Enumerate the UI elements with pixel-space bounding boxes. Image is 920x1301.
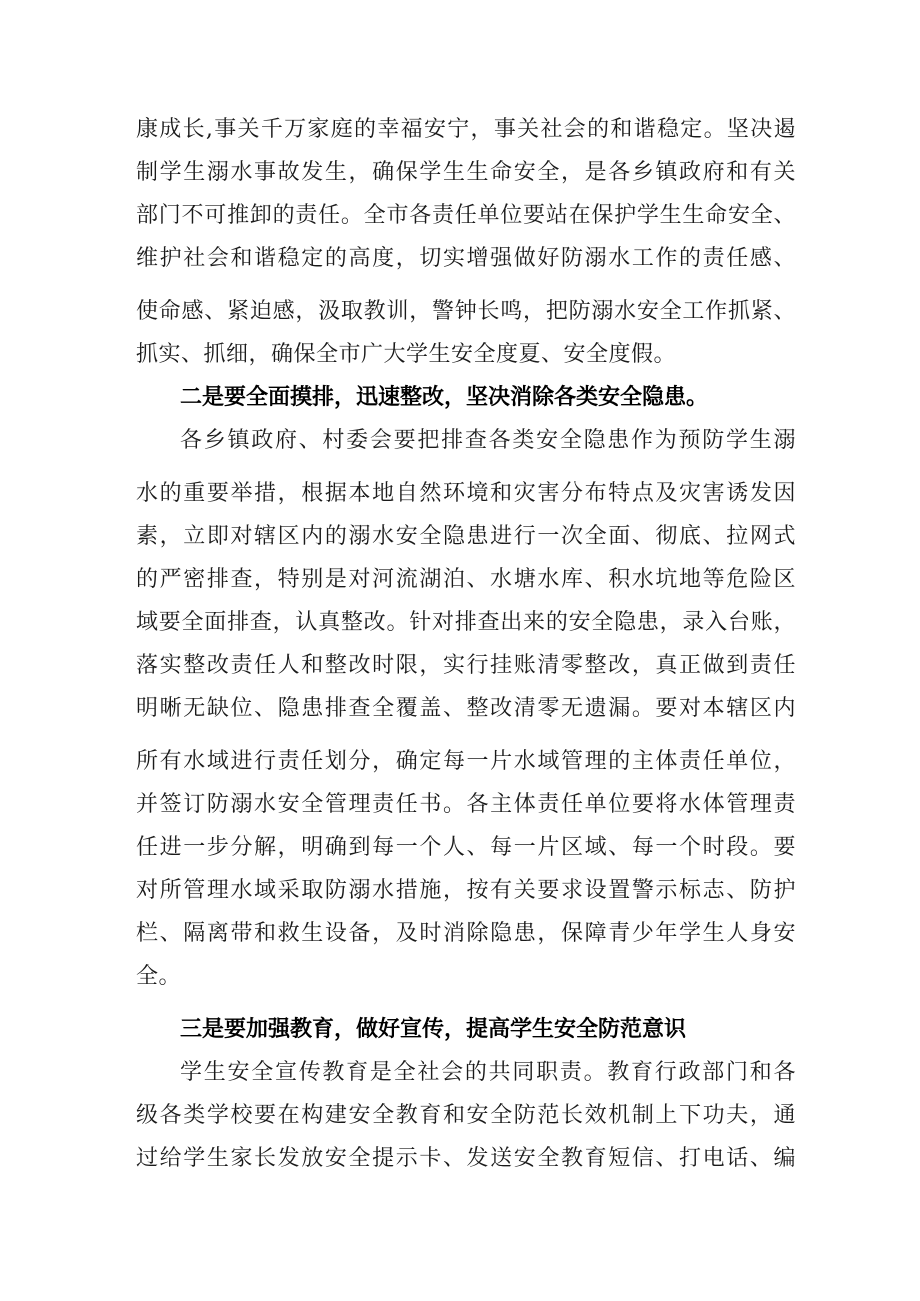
paragraph-3-line-3: 过给学生家长发放安全提示卡、发送安全教育短信、打电话、编 [136,1146,796,1171]
paragraph-2-line-4: 的严密排查，特别是对河流湖泊、水塘水库、积水坑地等危险区 [136,567,796,592]
paragraph-1-line-6: 抓实、抓细，确保全市广大学生安全度夏、安全度假。 [136,342,677,367]
paragraph-2-line-10: 任进一步分解，明确到每一个人、每一片区域、每一个时段。要 [136,835,796,860]
paragraph-3-line-2: 级各类学校要在构建安全教育和安全防范长效机制上下功夫，通 [136,1103,796,1128]
paragraph-1-line-3: 部门不可推卸的责任。全市各责任单位要站在保护学生生命安全、 [136,203,796,228]
section-heading-2: 二是要全面摸排，迅速整改，坚决消除各类安全隐患。 [180,385,709,410]
paragraph-2-line-3: 素，立即对辖区内的溺水安全隐患进行一次全面、彻底、拉网式 [136,524,796,549]
paragraph-2-line-9: 并签订防溺水安全管理责任书。各主体责任单位要将水体管理责 [136,792,796,817]
paragraph-2-line-2: 水的重要举措，根据本地自然环境和灾害分布特点及灾害诱发因 [136,481,796,506]
paragraph-2-line-1: 各乡镇政府、村委会要把排查各类安全隐患作为预防学生溺 [180,428,796,453]
paragraph-2-line-11: 对所管理水域采取防溺水措施，按有关要求设置警示标志、防护 [136,878,796,903]
paragraph-1-line-4: 维护社会和谐稳定的高度，切实增强做好防溺水工作的责任感、 [136,246,796,271]
paragraph-2-line-6: 落实整改责任人和整改时限，实行挂账清零整改，真正做到责任 [136,653,796,678]
paragraph-1-line-1: 康成长,事关千万家庭的幸福安宁，事关社会的和谐稳定。坚决遏 [136,117,796,142]
section-heading-3: 三是要加强教育，做好宣传，提高学生安全防范意识 [180,1017,687,1042]
paragraph-1-line-2: 制学生溺水事故发生，确保学生生命安全，是各乡镇政府和有关 [136,160,796,185]
paragraph-2-line-5: 域要全面排查，认真整改。针对排查出来的安全隐患，录入台账， [136,610,796,635]
paragraph-1-line-5: 使命感、紧迫感，汲取教训，警钟长鸣，把防溺水安全工作抓紧、 [136,299,796,324]
paragraph-2-line-13: 全。 [136,964,182,989]
paragraph-2-line-8: 所有水域进行责任划分，确定每一片水域管理的主体责任单位， [136,749,796,774]
paragraph-2-line-7: 明晰无缺位、隐患排查全覆盖、整改清零无遗漏。要对本辖区内 [136,696,796,721]
paragraph-2-line-12: 栏、隔离带和救生设备，及时消除隐患，保障青少年学生人身安 [136,921,796,946]
paragraph-3-line-1: 学生安全宣传教育是全社会的共同职责。教育行政部门和各 [180,1060,796,1085]
